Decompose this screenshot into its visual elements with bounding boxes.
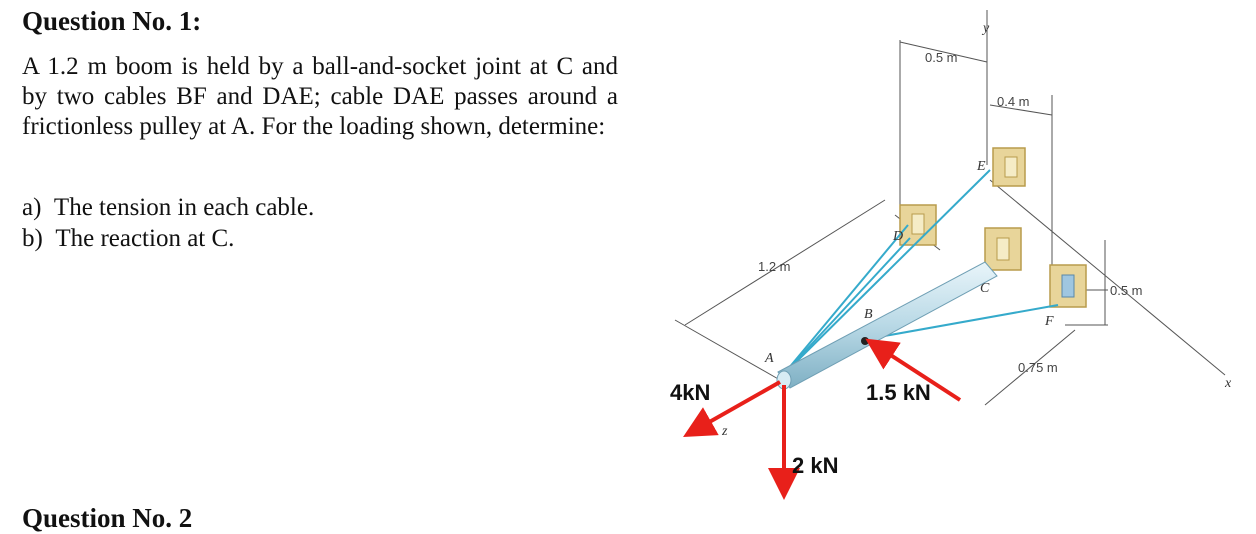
question-item-a: a) The tension in each cable. (22, 194, 315, 221)
question-paragraph: A 1.2 m boom is held by a ball-and-socket joint at C and by two cables BF and DAE; cable DAE passes around a frictionless pulley at A. For the loading shown, determine: (22, 53, 618, 140)
dim-0-5-right: 0.5 m (1110, 283, 1143, 298)
point-label-d: D (893, 229, 904, 244)
axis-label-z: z (722, 424, 728, 439)
boom-figure (640, 0, 1256, 520)
next-question-title: Question No. 2 (22, 503, 193, 533)
axis-label-x: x (1225, 376, 1232, 391)
force-label-2kn: 2 kN (792, 453, 839, 478)
dimension-lines (675, 35, 1225, 405)
dim-1-2: 1.2 m (758, 259, 791, 274)
wall-bracket-e (993, 148, 1025, 186)
dim-0-5-top: 0.5 m (925, 50, 958, 65)
force-label-1-5kn: 1.5 kN (866, 380, 931, 405)
point-label-a: A (765, 351, 774, 366)
point-label-f: F (1045, 314, 1054, 329)
point-label-c: C (980, 281, 990, 296)
point-label-e: E (977, 159, 986, 174)
boom (778, 262, 997, 388)
load-point-b (861, 337, 869, 345)
question-items (22, 192, 314, 254)
question-item-b: b) The reaction at C. (22, 225, 235, 252)
cables (783, 170, 1058, 375)
wall-bracket-c (985, 228, 1021, 270)
wall-bracket-f (1050, 265, 1086, 307)
dim-0-75: 0.75 m (1018, 360, 1058, 375)
point-label-b: B (864, 307, 873, 322)
wall-bracket-d (900, 205, 936, 245)
force-label-4kn: 4kN (670, 380, 711, 405)
dim-0-4: 0.4 m (997, 94, 1030, 109)
axis-label-y: y (983, 21, 990, 36)
question-title: Question No. 1: (22, 6, 202, 36)
